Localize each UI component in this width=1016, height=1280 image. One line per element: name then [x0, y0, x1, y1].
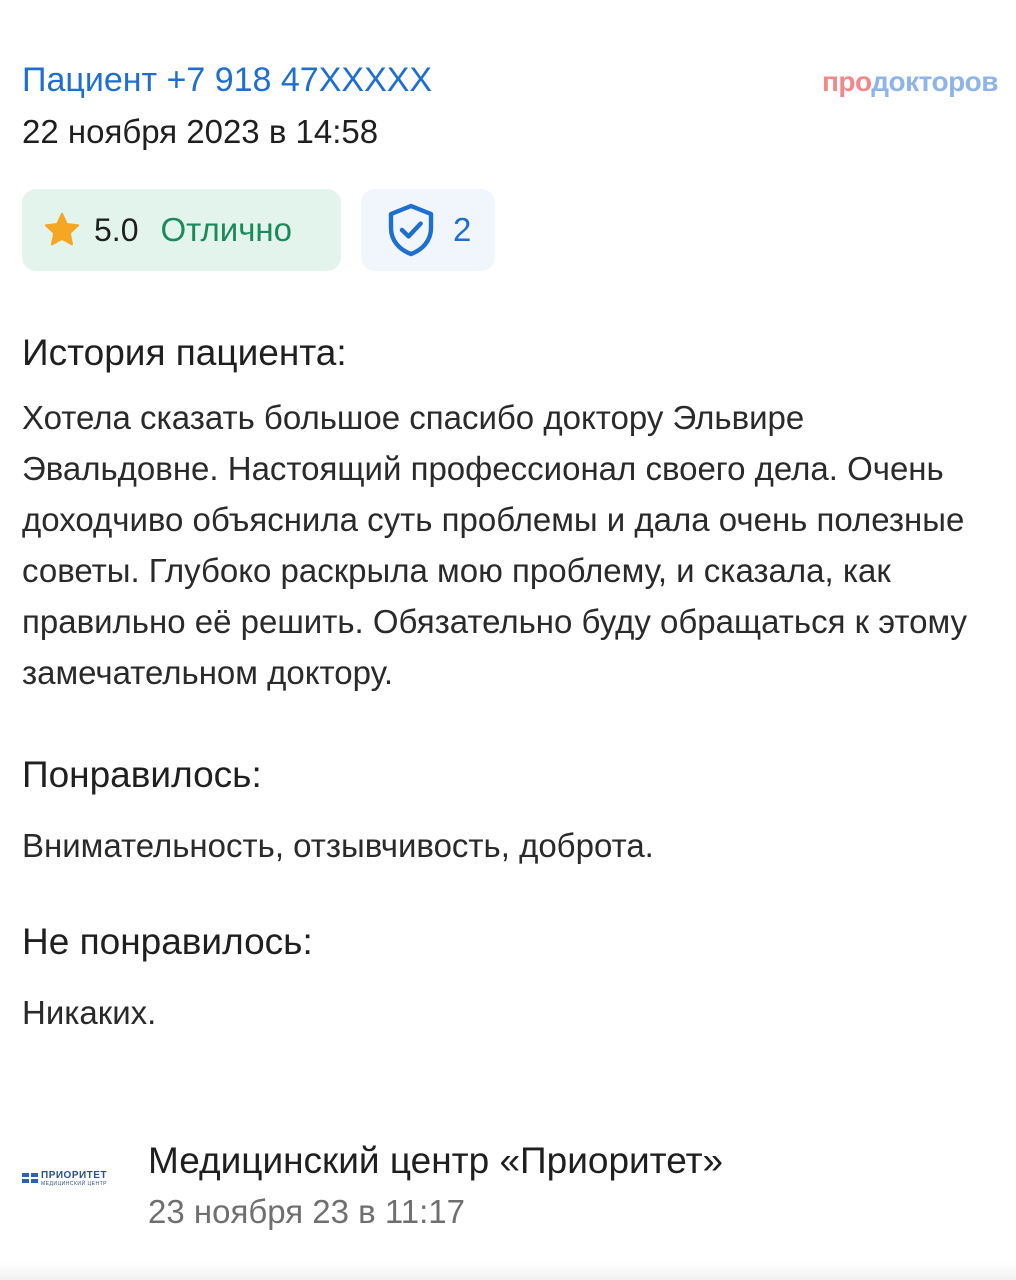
verification-badge[interactable]	[361, 189, 495, 271]
review-author-link[interactable]: Пациент +7 918 47XXXXX	[22, 61, 433, 99]
clinic-logo-name: ПРИОРИТЕТ	[41, 1170, 108, 1181]
verification-count: 2	[453, 211, 472, 248]
section-text-history: Хотела сказать большое спасибо доктору Эльвире Эвальдовне. Настоящий профессионал своего дела. Очень доходчиво объяснила суть проблемы и дала очень полезные советы. Глубоко раскрыла мою проблему, и сказала, как правильно её решить. Обязательно буду обращаться к этому замечательном доктору.	[22, 399, 967, 691]
clinic-logo-subtitle: МЕДИЦИНСКИЙ ЦЕНТР	[41, 1181, 108, 1187]
prodoctorov-logo[interactable]	[822, 62, 998, 102]
bottom-divider	[0, 1262, 1016, 1280]
section-title-disliked: Не понравилось:	[22, 921, 313, 962]
rating-label: Отлично	[160, 211, 293, 248]
star-icon	[42, 210, 82, 250]
clinic-reply	[22, 1136, 998, 1236]
clinic-name[interactable]: Медицинский центр «Приоритет»	[148, 1140, 724, 1181]
review-header	[22, 58, 998, 158]
review-badges	[22, 189, 998, 271]
section-title-history: История пациента:	[22, 332, 347, 373]
section-title-liked: Понравилось:	[22, 754, 262, 795]
section-text-liked: Внимательность, отзывчивость, доброта.	[22, 827, 654, 864]
section-disliked	[22, 919, 998, 1038]
reply-date: 23 ноября 23 в 11:17	[148, 1193, 465, 1230]
logo-part-doctors: докторов	[871, 66, 998, 97]
rating-badge	[22, 189, 341, 271]
section-liked	[22, 752, 998, 871]
section-text-disliked: Никаких.	[22, 994, 157, 1031]
section-history	[22, 330, 998, 698]
review-card	[22, 58, 998, 1038]
review-date: 22 ноября 2023 в 14:58	[22, 113, 379, 150]
clinic-logo	[22, 1170, 116, 1190]
logo-part-pro: про	[821, 66, 872, 97]
rating-value: 5.0	[94, 211, 139, 248]
clinic-logo-mark	[22, 1173, 38, 1183]
shield-check-icon	[385, 202, 437, 258]
